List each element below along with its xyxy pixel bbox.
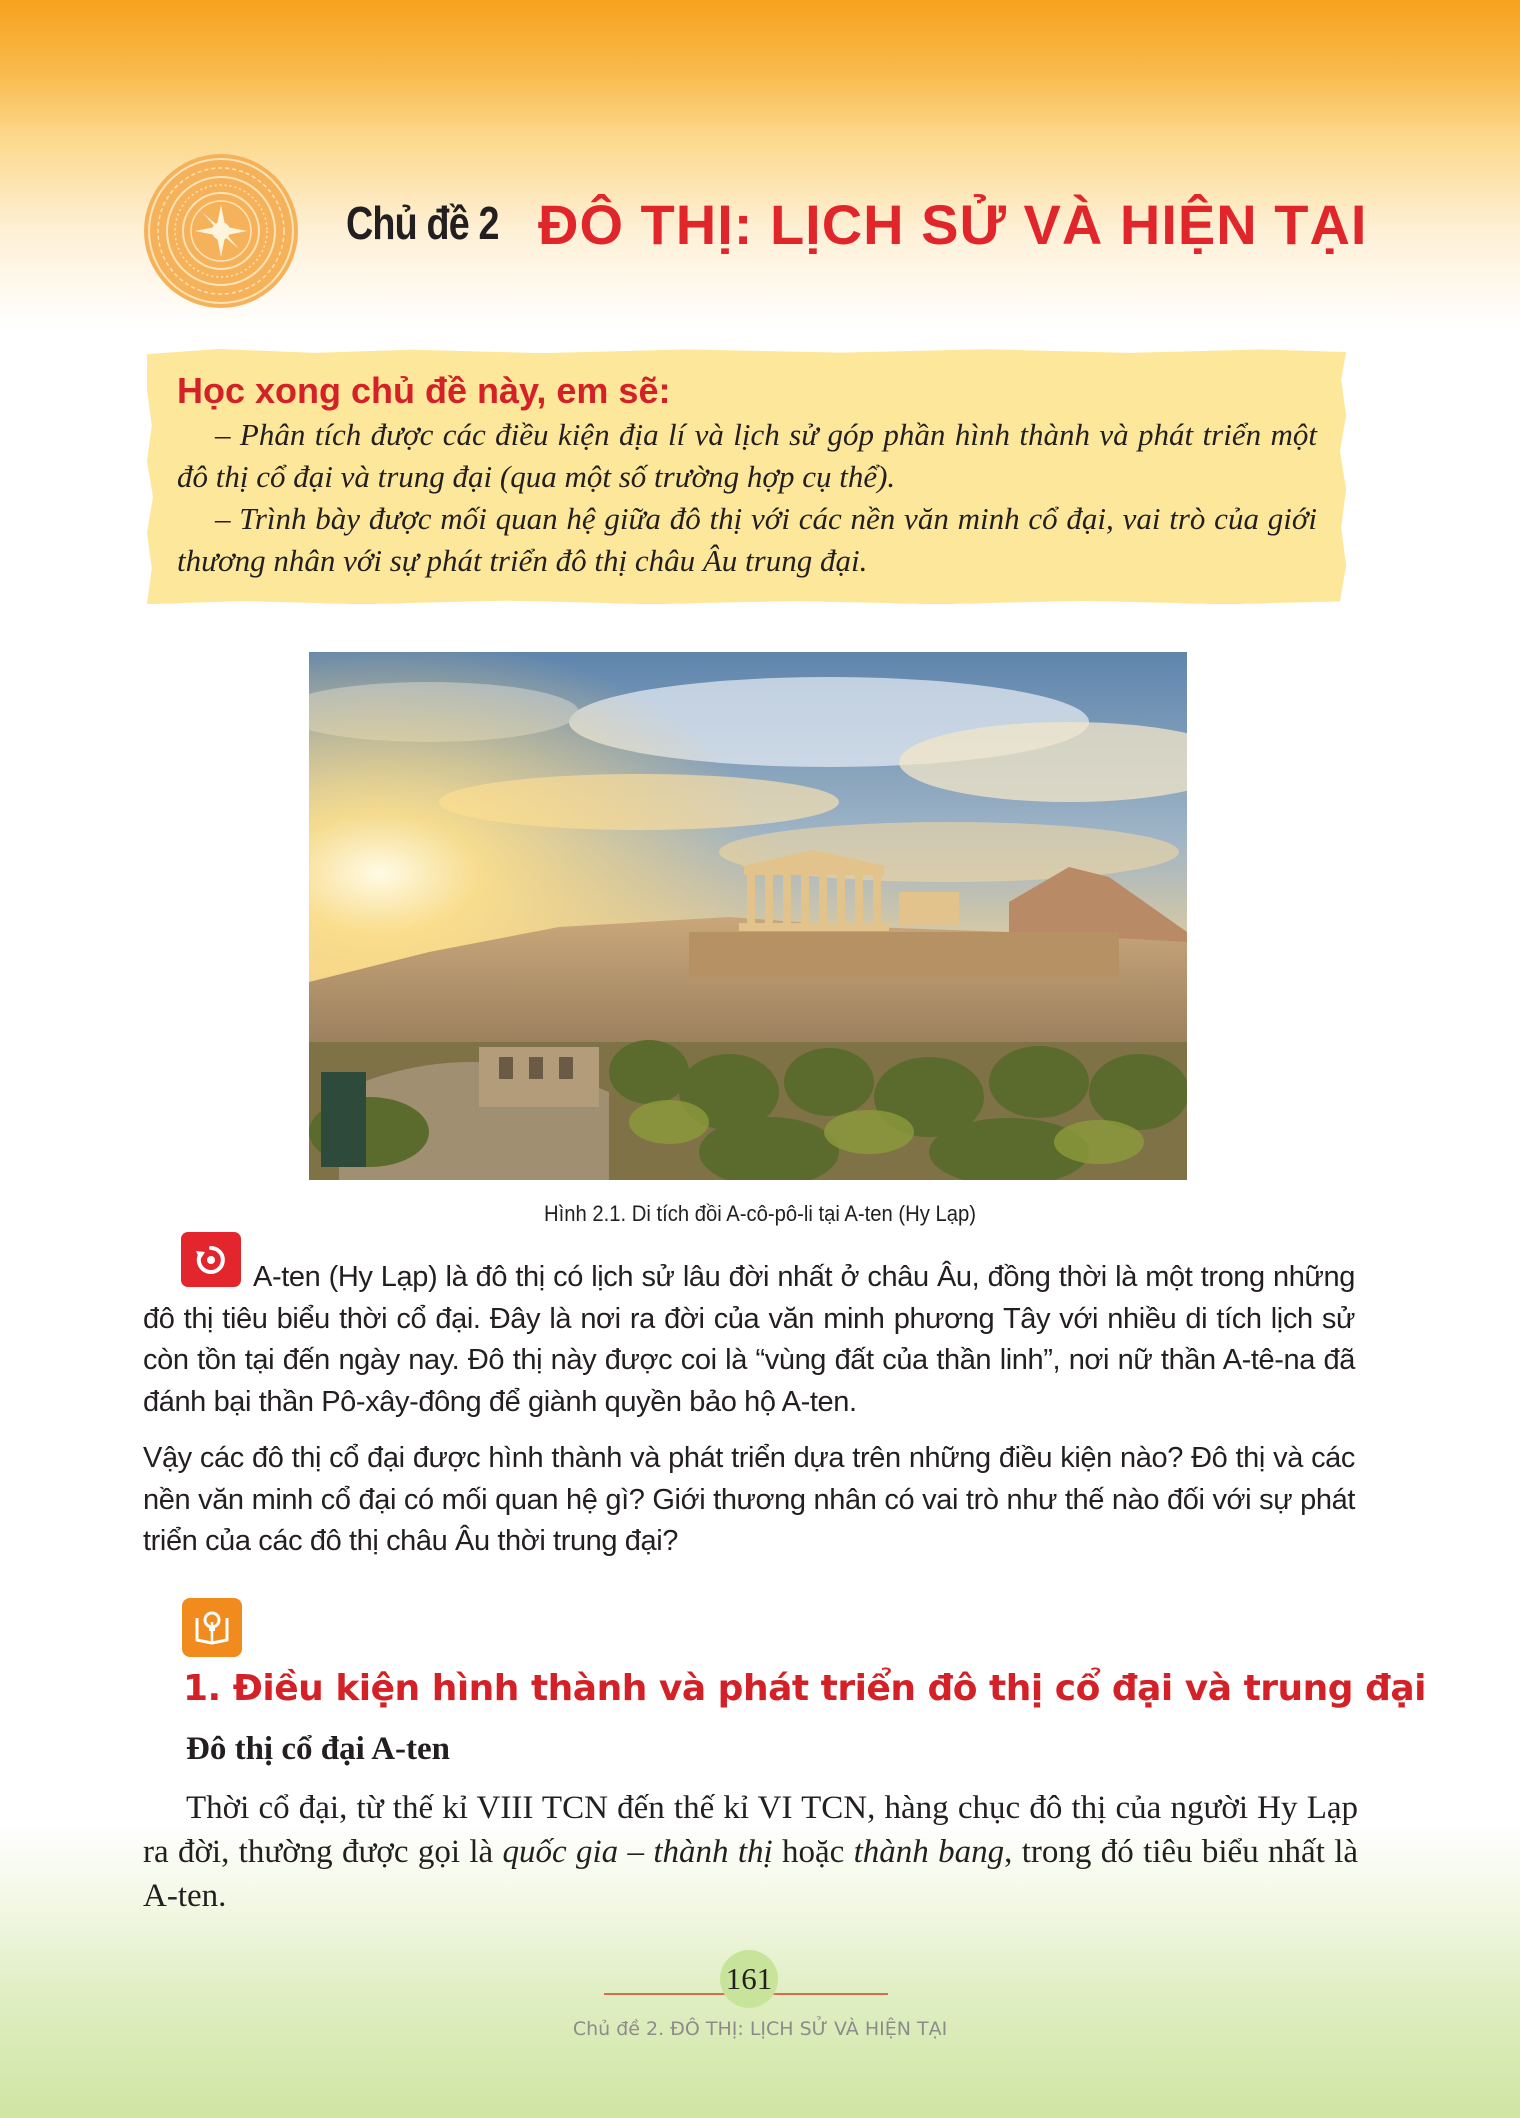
section-heading: 1. Điều kiện hình thành và phát triển đô thị cổ đại và trung đại [183, 1668, 1426, 1709]
subsection-heading: Đô thị cổ đại A-ten [186, 1731, 450, 1767]
objectives-heading: Học xong chủ đề này, em sẽ: [177, 370, 671, 411]
chapter-title: ĐÔ THỊ: LỊCH SỬ VÀ HIỆN TẠI [538, 193, 1368, 256]
explore-icon [182, 1598, 242, 1657]
objective-item: – Trình bày được mối quan hệ giữa đô thị với các nền văn minh cổ đại, vai trò của giới thương nhân với sự phát triển đô thị châu Âu trung đại. [177, 501, 1317, 578]
content-text: , trong đó tiêu biểu nhất là A-ten. [143, 1834, 1359, 1914]
page-number: 161 [725, 1961, 773, 1996]
bronze-drum-emblem-icon [143, 153, 299, 309]
intro-paragraph: A-ten (Hy Lạp) là đô thị có lịch sử lâu đời nhất ở châu Âu, đồng thời là một trong những đô thị tiêu biểu thời cổ đại. Đây là nơi ra đời của văn minh phương Tây với nhiều di tích lịch sử còn tồn tại đến ngày nay. Đô thị này được coi là “vùng đất của thần linh”, nơi nữ thần A-tê-na đã đánh bại thần Pô-xây-đông để giành quyền bảo hộ A-ten. [143, 1261, 1355, 1418]
content-paragraph [143, 1786, 1358, 1918]
content-emphasis: quốc gia – thành thị [502, 1834, 773, 1870]
chapter-label: Chủ đề 2 [346, 197, 499, 249]
objective-item: – Phân tích được các điều kiện địa lí và lịch sử góp phần hình thành và phát triển một đô thị cổ đại và trung đại (qua một số trường hợp cụ thể). [177, 417, 1317, 494]
page-number-badge [720, 1950, 778, 2008]
figure-caption: Hình 2.1. Di tích đồi A-cô-pô-li tại A-ten (Hy Lạp) [544, 1201, 976, 1226]
content-text: hoặc [772, 1834, 854, 1870]
content-emphasis: thành bang [853, 1834, 1005, 1870]
acropolis-photo [309, 652, 1187, 1180]
question-paragraph: Vậy các đô thị cổ đại được hình thành và phát triển dựa trên những điều kiện nào? Đô thị và các nền văn minh cổ đại có mối quan hệ gì? Giới thương nhân có vai trò như thế nào đối với sự phát triển của các đô thị châu Âu thời trung đại? [143, 1442, 1355, 1557]
content-text: Thời cổ đại, từ thế kỉ VIII TCN đến thế kỉ VI TCN, hàng chục đô thị của người Hy Lạp ra đời, thường được gọi là [143, 1790, 1358, 1870]
running-footer: Chủ đề 2. ĐÔ THỊ: LỊCH SỬ VÀ HIỆN TẠI [572, 2018, 948, 2040]
